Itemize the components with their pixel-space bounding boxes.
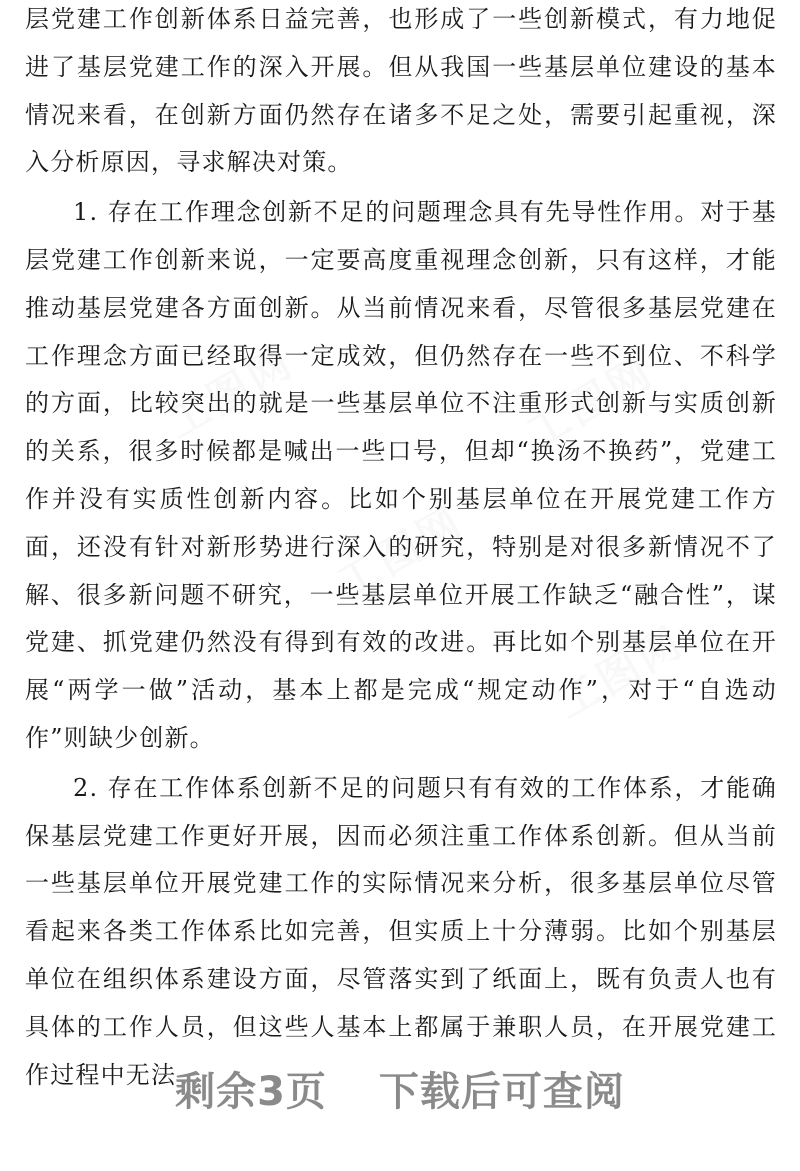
remaining-pages-banner [0,1060,800,1117]
paragraph-intro-continuation: 层党建工作创新体系日益完善，也形成了一些创新模式，有力地促进了基层党建工作的深入开展。但从我国一些基层单位建设的基本情况来看，在创新方面仍然存在诸多不足之处，需要引起重视，深入分析原因，寻求解决对策。 [25,5,777,177]
remaining-pages-text: 剩余3页 [175,1069,327,1115]
watermark: 工图网 [548,616,693,728]
watermark: 工图网 [158,336,303,448]
watermark: 工图网 [518,346,663,458]
document-body [25,0,777,1099]
paragraph-point-1: 1. 存在工作理念创新不足的问题理念具有先导性作用。对于基层党建工作创新来说，一定要高度重视理念创新，只有这样，才能推动基层党建各方面创新。从当前情况来看，尽管很多基层党建在工作理念方面已经取得一定成效，但仍然存在一些不到位、不科学的方面，比较突出的就是一些基层单位不注重形式创新与实质创新的关系，很多时候都是喊出一些口号，但却“换汤不换药”，党建工作并没有实质性创新内容。比如个别基层单位在开展党建工作方面，还没有针对新形势进行深入的研究，特别是对很多新情况不了解、很多新问题不研究，一些基层单位开展工作缺乏“融合性”，谋党建、抓党建仍然没有得到有效的改进。再比如个别基层单位在开展“两学一做”活动，基本上都是完成“规定动作”，对于“自选动作”则缺少创新。 [25,198,777,752]
paragraph-point-2: 2. 存在工作体系创新不足的问题只有有效的工作体系，才能确保基层党建工作更好开展，因而必须注重工作体系创新。但从当前一些基层单位开展党建工作的实际情况来分析，很多基层单位尽管看起来各类工作体系比如完善，但实质上十分薄弱。比如个别基层单位在组织体系建设方面，尽管落实到了纸面上，既有负责人也有具体的工作人员，但这些人基本上都属于兼职人员，在开展党建工作过程中无法 [25,773,777,1089]
download-prompt-text: 下载后可查阅 [378,1069,625,1115]
watermark: 工图网 [328,496,473,608]
